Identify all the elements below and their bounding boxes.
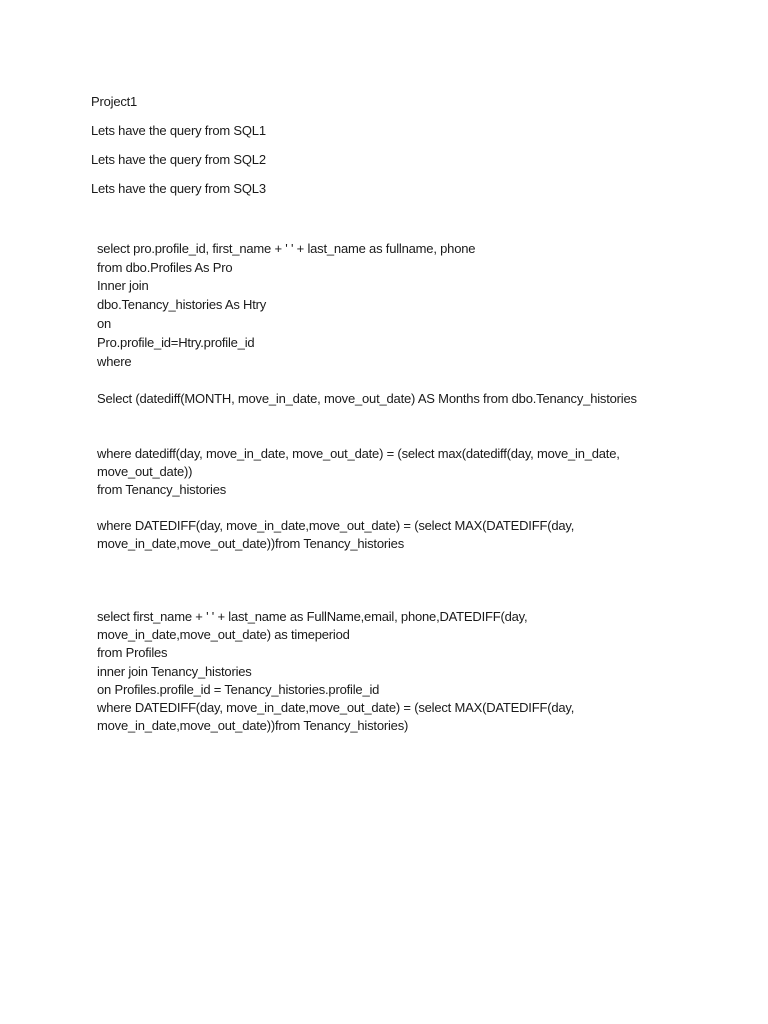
project-title: Project1 (91, 94, 138, 109)
query4-line: where DATEDIFF(day, move_in_date,move_out_date) = (select MAX(DATEDIFF(day, (97, 518, 575, 533)
query5-line: where DATEDIFF(day, move_in_date,move_out_date) = (select MAX(DATEDIFF(day, (97, 700, 575, 715)
query5-line: inner join Tenancy_histories (97, 664, 252, 679)
query5-line: move_in_date,move_out_date) as timeperiod (97, 627, 350, 642)
query5-line: on Profiles.profile_id = Tenancy_histories.profile_id (97, 682, 380, 697)
query4-line: move_in_date,move_out_date))from Tenancy_histories (97, 536, 404, 551)
query5-line: from Profiles (97, 645, 168, 660)
query1-line: Pro.profile_id=Htry.profile_id (97, 335, 255, 350)
query5-line: select first_name + ' ' + last_name as FullName,email, phone,DATEDIFF(day, (97, 609, 528, 624)
query3-line: from Tenancy_histories (97, 482, 227, 497)
query3-line: move_out_date)) (97, 464, 193, 479)
intro-line-sql3: Lets have the query from SQL3 (91, 181, 266, 196)
intro-line-sql1: Lets have the query from SQL1 (91, 123, 266, 138)
query5-line: move_in_date,move_out_date))from Tenancy_histories) (97, 718, 409, 733)
query1-line: dbo.Tenancy_histories As Htry (97, 297, 267, 312)
query2-line: Select (datediff(MONTH, move_in_date, move_out_date) AS Months from dbo.Tenancy_histories (97, 391, 637, 406)
query1-line: Inner join (97, 278, 149, 293)
intro-line-sql2: Lets have the query from SQL2 (91, 152, 266, 167)
query1-line: where (97, 354, 132, 369)
query1-line: select pro.profile_id, first_name + ' ' + last_name as fullname, phone (97, 241, 476, 256)
query1-line: on (97, 316, 112, 331)
query1-line: from dbo.Profiles As Pro (97, 260, 233, 275)
query3-line: where datediff(day, move_in_date, move_out_date) = (select max(datediff(day, move_in_date, (97, 446, 620, 461)
